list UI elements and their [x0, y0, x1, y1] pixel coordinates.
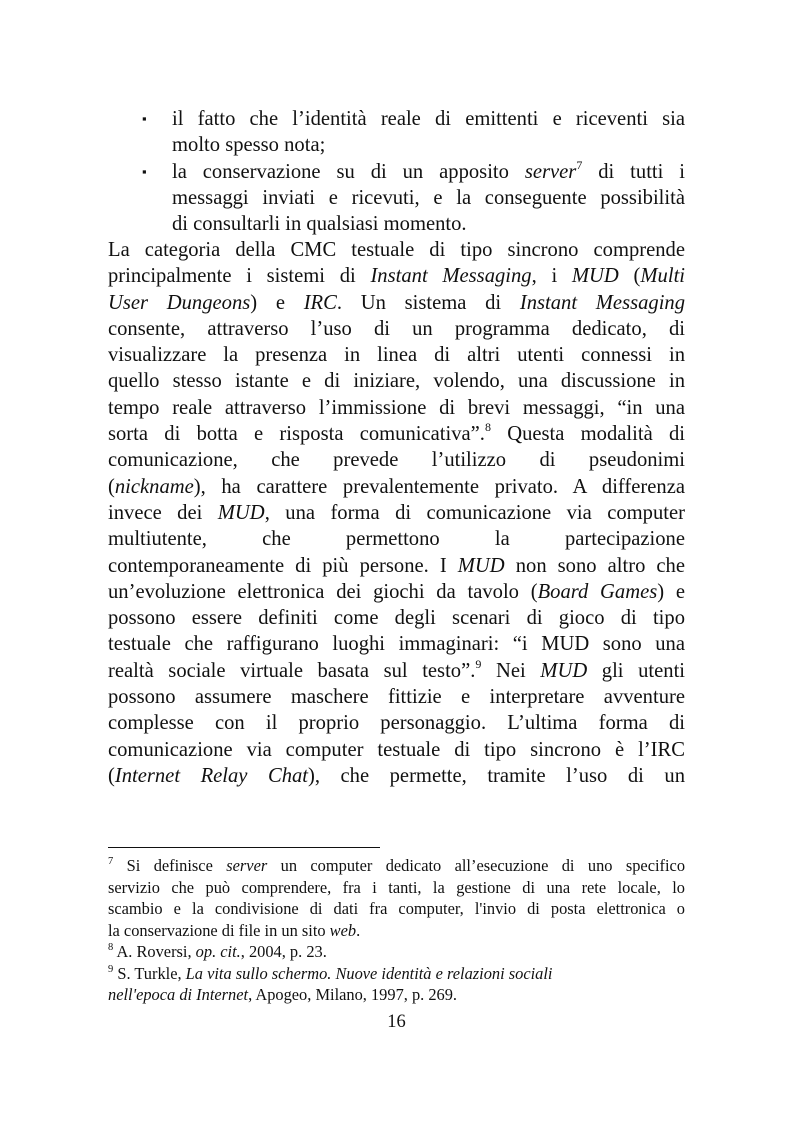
text-run: . Un sistema di — [336, 291, 520, 314]
text-run: ( — [108, 764, 115, 787]
bullet-text-line: molto spesso nota; — [172, 134, 326, 157]
text-run: Si definisce — [113, 856, 227, 875]
text-run: ) e — [250, 291, 304, 314]
text-run: invece dei — [108, 501, 218, 524]
text-run: gli utenti — [587, 659, 686, 682]
list-item — [108, 106, 685, 159]
text-run: ), ha carattere prevalentemente privato. A differenza — [193, 475, 685, 498]
footnote-number: 9 — [108, 963, 114, 975]
text-run: ) e — [657, 580, 685, 603]
italic-term: MUD — [457, 554, 505, 577]
paragraph-line: tempo reale attraverso l’immissione di brevi messaggi, “in una — [108, 396, 685, 419]
italic-term: IRC — [303, 291, 337, 314]
paragraph-line — [108, 263, 685, 289]
text-run: , Apogeo, Milano, 1997, p. 269. — [248, 985, 458, 1004]
italic-term: Multi — [640, 265, 686, 288]
footnote-ref-7: 7 — [576, 157, 583, 172]
footnote-ref-9: 9 — [475, 656, 482, 671]
text-run: ( — [618, 265, 641, 288]
page-number: 16 — [387, 1012, 406, 1032]
paragraph-line: multiutente, che permettono la partecipazione — [108, 528, 685, 551]
footnotes — [108, 855, 685, 1006]
text-run: contemporaneamente di più persone. I — [108, 554, 458, 577]
italic-term: web — [329, 920, 357, 940]
footnote-line — [108, 984, 685, 1006]
text-run: . — [356, 920, 361, 940]
bullet-square-icon: ▪ — [142, 163, 147, 179]
document-page — [108, 0, 685, 1123]
text-run: , i — [531, 265, 572, 288]
paragraph-line — [108, 474, 685, 500]
footnote-line: scambio e la condivisione di dati fra computer, l'invio di posta elettronica o — [108, 899, 685, 918]
italic-term: Instant Messaging — [519, 291, 686, 314]
paragraph-line: visualizzare la presenza in linea di altri utenti connessi in — [108, 344, 685, 367]
italic-term: La vita sullo schermo. Nuove identità e relazioni sociali — [185, 963, 553, 983]
paragraph-line: complesse con il proprio personaggio. L’ultima forma di — [108, 712, 685, 735]
text-run: S. Turkle, — [113, 963, 186, 983]
paragraph-line: La categoria della CMC testuale di tipo sincrono comprende — [108, 239, 685, 261]
italic-term: Board Games — [537, 580, 658, 603]
bullet-text-line — [172, 159, 685, 185]
paragraph-line: comunicazione via computer testuale di tipo sincrono è l’IRC — [108, 738, 685, 761]
text-run: la conservazione su di un apposito — [172, 160, 525, 183]
paragraph-line: consente, attraverso l’uso di un programma dedicato, di — [108, 317, 685, 340]
footnote-ref-8: 8 — [484, 420, 491, 435]
text-run: di tutti i — [582, 160, 685, 183]
italic-term: op. cit. — [195, 942, 241, 961]
italic-term: nickname — [114, 475, 194, 498]
italic-term: server — [226, 856, 268, 875]
footnote-8 — [108, 941, 685, 963]
paragraph-line: testuale che raffigurano luoghi immaginari: “i MUD sono una — [108, 633, 685, 656]
text-run: un’evoluzione elettronica dei giochi da tavolo ( — [108, 580, 538, 603]
paragraph-line — [108, 553, 685, 579]
italic-term: Internet Relay Chat — [114, 764, 309, 787]
text-run: , 2004, p. 23. — [240, 942, 327, 961]
paragraph-line — [108, 500, 685, 526]
footnote-7 — [108, 855, 685, 877]
text-run: Nei — [481, 659, 541, 682]
footnote-number: 8 — [108, 942, 114, 953]
italic-term: nell'epoca di Internet — [108, 985, 249, 1004]
text-run: ( — [108, 475, 115, 498]
text-run: non sono altro che — [504, 554, 685, 577]
paragraph-line — [108, 579, 685, 605]
footnote-line — [108, 920, 685, 942]
text-run: un computer dedicato all’esecuzione di uno specifico — [267, 856, 686, 875]
paragraph-line — [108, 658, 685, 684]
footnote-number: 7 — [108, 856, 114, 867]
text-run: realtà sociale virtuale basata sul testo”. — [108, 659, 476, 682]
bullet-text-line: il fatto che l’identità reale di emittenti e riceventi sia — [172, 108, 685, 130]
text-run: ), che permette, tramite l’uso di un — [308, 764, 685, 787]
list-item — [108, 159, 685, 238]
footnote-9 — [108, 963, 685, 985]
paragraph-line — [108, 290, 685, 316]
text-run: Questa modalità di — [490, 423, 685, 446]
italic-term: MUD — [571, 265, 619, 288]
bullet-list — [108, 106, 685, 237]
footnote-divider — [108, 847, 380, 848]
paragraph-line: possono assumere maschere fittizie e interpretare avventure — [108, 686, 685, 709]
italic-term: Instant Messaging — [370, 265, 532, 288]
text-run: la conservazione di file in un sito — [108, 920, 330, 940]
italic-term: server — [524, 160, 577, 183]
bullet-text-line: di consultarli in qualsiasi momento. — [172, 213, 467, 236]
bullet-square-icon: ▪ — [142, 111, 147, 126]
text-run: principalmente i sistemi di — [108, 265, 371, 288]
footnote-line: servizio che può comprendere, fra i tanti, la gestione di una rete locale, lo — [108, 877, 685, 897]
text-run: sorta di botta e risposta comunicativa”. — [108, 423, 485, 446]
italic-term: User Dungeons — [108, 291, 251, 314]
italic-term: MUD — [540, 659, 588, 682]
paragraph-line: quello stesso istante e di iniziare, volendo, una discussione in — [108, 370, 685, 393]
paragraph-line — [108, 421, 685, 447]
text-run: , una forma di comunicazione via computer — [264, 501, 685, 524]
italic-term: MUD — [217, 501, 265, 524]
paragraph-line — [108, 763, 685, 789]
body-paragraph — [108, 237, 685, 789]
text-run: A. Roversi, — [113, 942, 196, 961]
paragraph-line: comunicazione, che prevede l’utilizzo di pseudonimi — [108, 449, 685, 472]
paragraph-line: possono essere definiti come degli scenari di gioco di tipo — [108, 607, 685, 630]
bullet-text-line: messaggi inviati e ricevuti, e la conseguente possibilità — [172, 186, 685, 209]
